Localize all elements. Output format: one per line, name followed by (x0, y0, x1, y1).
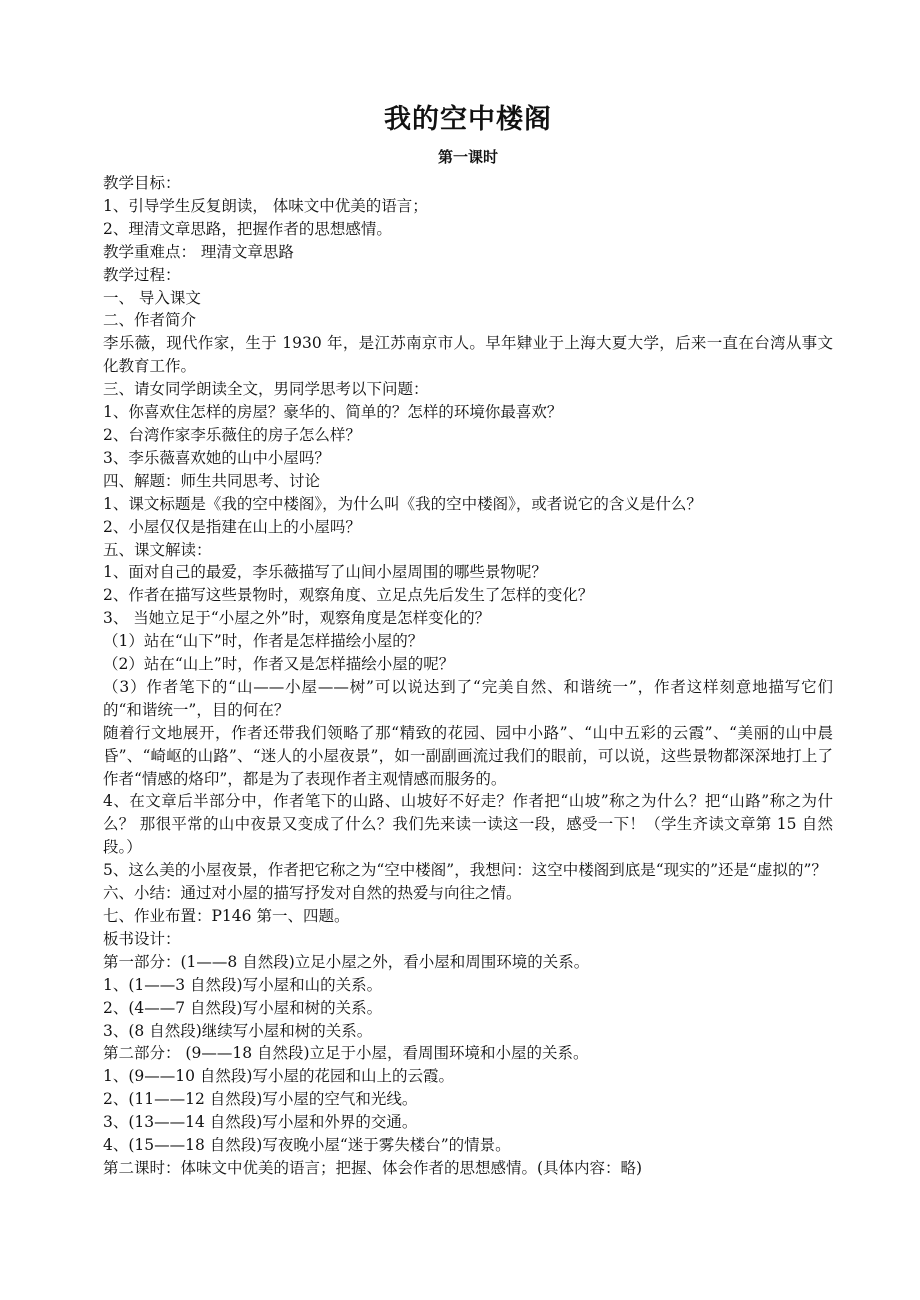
body-line: 1、面对自己的最爱，李乐薇描写了山间小屋周围的哪些景物呢？ (103, 563, 547, 582)
body-line: 板书设计： (103, 929, 181, 948)
lesson-subtitle: 第一课时 (437, 148, 498, 166)
body-line: 二、作者简介 (103, 311, 197, 330)
body-paragraph: 随着行文地展开，作者还带我们领略了那“精致的花园、园中小路”、“山中五彩的云霞”、“美丽的山中晨昏”、“崎岖的山路”、“迷人的小屋夜景”，如一副副画流过我们的眼前，可以说，这些景物都深深地打上了作者“情感的烙印”，都是为了表现作者主观情感而服务的。 (103, 723, 833, 788)
body-line: 一、 导入课文 (103, 288, 201, 307)
body-line: 三、请女同学朗读全文，男同学思考以下问题： (103, 380, 429, 399)
page-title: 我的空中楼阁 (384, 104, 552, 135)
lesson-plan-body (103, 172, 833, 1180)
body-paragraph: 5、这么美的小屋夜景，作者把它称之为“空中楼阁”，我想问：这空中楼阁到底是“现实的”还是“虚拟的”？ (103, 861, 827, 880)
body-line: 1、(9——10 自然段)写小屋的花园和山上的云霞。 (103, 1067, 454, 1086)
body-line: 1、你喜欢住怎样的房屋？豪华的、简单的？怎样的环境你最喜欢？ (103, 403, 563, 422)
body-line: 3、李乐薇喜欢她的山中小屋吗？ (103, 448, 330, 467)
body-line: 2、台湾作家李乐薇住的房子怎么样？ (103, 425, 361, 444)
body-line: 五、课文解读： (103, 540, 212, 559)
body-line: 第二课时：体味文中优美的语言；把握、体会作者的思想感情。(具体内容：略) (103, 1158, 643, 1177)
body-line: 四、解题：师生共同思考、讨论 (103, 471, 321, 490)
body-line: 教学过程： (103, 265, 181, 284)
body-line: 第二部分： (9——18 自然段)立足于小屋，看周围环境和小屋的关系。 (103, 1044, 589, 1063)
body-line: 1、引导学生反复朗读， 体味文中优美的语言； (103, 196, 428, 215)
body-line: 2、(11——12 自然段)写小屋的空气和光线。 (103, 1090, 418, 1109)
body-line: 2、作者在描写这些景物时，观察角度、立足点先后发生了怎样的变化？ (103, 586, 594, 605)
body-line: 六、小结：通过对小屋的描写抒发对自然的热爱与向往之情。 (103, 884, 522, 903)
body-line: 4、(15——18 自然段)写夜晚小屋“迷于雾失楼台”的情景。 (103, 1136, 511, 1155)
body-line: 第一部分：(1——8 自然段)立足小屋之外，看小屋和周围环境的关系。 (103, 952, 590, 971)
body-paragraph: 李乐薇，现代作家，生于 1930 年，是江苏南京市人。早年肄业于上海大夏大学，后来一直在台湾从事文化教育工作。 (103, 334, 833, 376)
document-page (103, 96, 833, 1180)
body-line: 3、(8 自然段)继续写小屋和树的关系。 (103, 1021, 373, 1040)
body-line: 3、(13——14 自然段)写小屋和外界的交通。 (103, 1113, 418, 1132)
body-paragraph: （3）作者笔下的“山——小屋——树”可以说达到了“完美自然、和谐统一”，作者这样刻意地描写它们的“和谐统一”，目的何在？ (103, 677, 833, 719)
body-line: 3、 当她立足于“小屋之外”时，观察角度是怎样变化的？ (103, 609, 491, 628)
body-line: 2、(4——7 自然段)写小屋和树的关系。 (103, 998, 383, 1017)
body-line: 2、理清文章思路，把握作者的思想感情。 (103, 219, 392, 238)
body-line: 教学目标： (103, 174, 181, 192)
body-line: 1、课文标题是《我的空中楼阁》，为什么叫《我的空中楼阁》，或者说它的含义是什么？ (103, 494, 702, 513)
body-line: （2）站在“山上”时，作者又是怎样描绘小屋的呢？ (103, 655, 455, 674)
body-line: 七、作业布置：P146 第一、四题。 (103, 907, 350, 925)
body-line: 2、小屋仅仅是指建在山上的小屋吗？ (103, 517, 361, 536)
body-line: 1、(1——3 自然段)写小屋和山的关系。 (103, 975, 383, 994)
body-line: 教学重难点： 理清文章思路 (103, 242, 294, 261)
body-paragraph: 4、在文章后半部分中，作者笔下的山路、山坡好不好走？作者把“山坡”称之为什么？把“山路”称之为什么？ 那很平常的山中夜景又变成了什么？我们先来读一读这一段，感受一下！（学生齐读文章第 15 自然段。） (103, 792, 833, 857)
body-line: （1）站在“山下”时，作者是怎样描绘小屋的？ (103, 632, 424, 651)
